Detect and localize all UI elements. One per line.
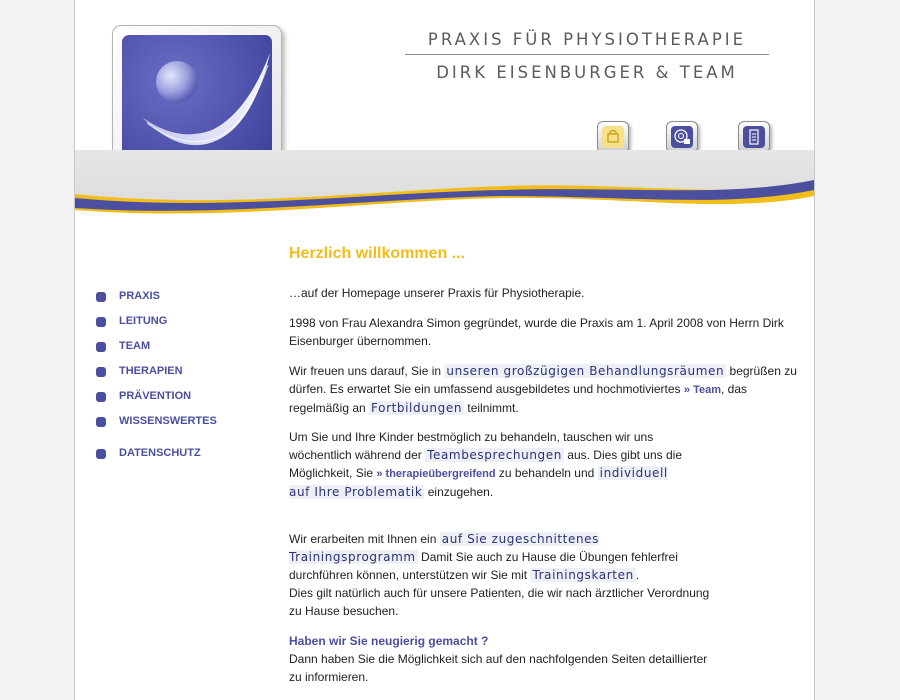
team-link[interactable]: » Team [683,384,721,396]
sidebar-item-label[interactable]: WISSENSWERTES [119,415,217,427]
header-divider [405,54,769,55]
question-heading: Haben wir Sie neugierig gemacht ? [289,634,489,648]
rooms-paragraph [289,362,799,417]
sidebar-item-label[interactable]: PRAXIS [119,290,160,302]
text-segment: einzugehen. [424,485,494,499]
bullet-icon [96,417,106,427]
teambesprechungen-link[interactable]: Teambesprechungen [427,448,562,462]
bullet-icon [96,342,106,352]
bullet-icon [96,367,106,377]
text-segment: . [635,568,640,582]
impressum-button[interactable] [738,121,770,153]
bullet-icon [96,317,106,327]
therapieuebergreifend-link[interactable]: » therapieübergreifend [376,468,496,480]
logo-mark [122,35,272,165]
text-segment: Damit Sie auch zu Hause die Übungen fehlerfrei durchführen können, unterstützen wir Sie mit [289,550,678,582]
header-swoosh [75,150,814,220]
text-segment: begrüßen zu dürfen. Es erwartet Sie ein umfassend ausgebildetes und hochmotiviertes [289,364,797,396]
contact-icon [671,126,693,148]
trainingskarten-link[interactable]: Trainingskarten [532,568,634,582]
trainingsprogramm-link[interactable]: auf Sie zugeschnittenes Trainingsprogramm [289,532,600,564]
text-segment: , das regelmäßig an [289,382,747,415]
logo-smile-graphic [122,35,272,165]
document-icon [743,126,765,148]
rooms-link[interactable]: unseren großzügigen Behandlungsräumen [446,364,725,378]
page-container [74,0,815,700]
text-segment: Wir erarbeiten mit Ihnen ein [289,532,440,546]
training-paragraph [289,530,719,620]
team-meeting-paragraph [289,428,689,501]
kontakt-button[interactable] [666,121,698,153]
text-segment: aus. Dies gibt uns die Möglichkeit, Sie [289,448,683,480]
founding-paragraph: 1998 von Frau Alexandra Simon gegründet, wurde die Praxis am 1. April 2008 von Herrn Dirk Eisenburger übernommen. [289,316,784,348]
home-button[interactable] [597,121,629,153]
text-segment: zu behandeln und [495,466,598,480]
bullet-icon [96,292,106,302]
sidebar-item-label[interactable]: TEAM [119,340,151,352]
header-title-line2: DIRK EISENBURGER & TEAM [436,63,738,82]
sidebar-item-label[interactable]: PRÄVENTION [119,390,192,402]
sidebar-item-label[interactable]: LEITUNG [119,315,168,327]
sidebar-item-label[interactable]: THERAPIEN [119,365,183,377]
individuell-link[interactable]: individuell auf Ihre Problematik [289,466,668,499]
text-segment: Wir freuen uns darauf, Sie in [289,364,445,378]
bullet-icon [96,449,106,459]
fortbildungen-link[interactable]: Fortbildungen [371,401,463,415]
header-title-line1: PRAXIS FÜR PHYSIOTHERAPIE [427,30,747,49]
closing-paragraph: Dann haben Sie die Möglichkeit sich auf den nachfolgenden Seiten detaillierter zu informieren. [289,652,708,684]
text-segment: Um Sie und Ihre Kinder bestmöglich zu behandeln, tauschen wir uns wöchentlich während der [289,430,654,462]
bullet-icon [96,392,106,402]
page-title: Herzlich willkommen ... [289,245,466,262]
text-segment: teilnimmt. [464,401,519,415]
intro-paragraph: …auf der Homepage unserer Praxis für Physiotherapie. [289,286,585,300]
header [75,0,814,220]
home-icon [602,126,624,148]
text-segment: Dies gilt natürlich auch für unsere Patienten, die wir nach ärztlicher Verordnung zu Hause besuchen. [289,586,710,618]
sidebar-item-label[interactable]: DATENSCHUTZ [119,447,201,459]
